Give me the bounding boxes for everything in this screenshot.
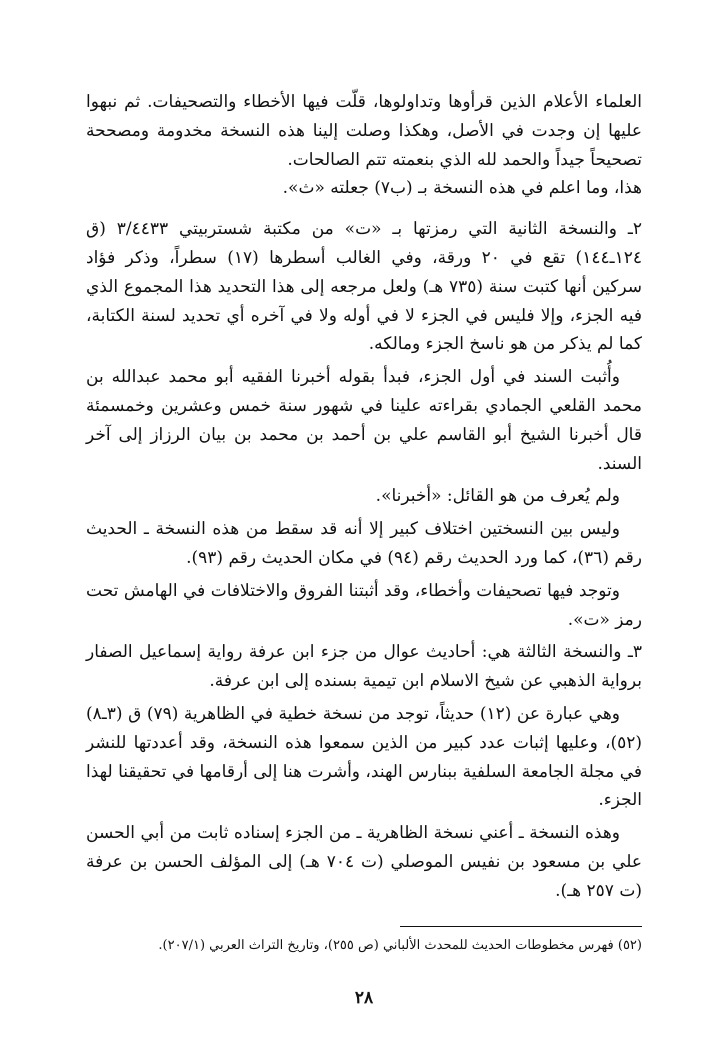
paragraph-differences: وليس بين النسختين اختلاف كبير إلا أنه قد سقط من هذه النسخة ـ الحديث رقم (٣٦)، كما ورد الحديث رقم (٩٤) في مكان الحديث رقم (٩٣). — [86, 519, 642, 568]
paragraph-symbol-note: هذا، وما اعلم في هذه النسخة بـ (ب٧) جعلته «ث». — [282, 178, 642, 199]
paragraph-unknown-narrator: ولم يُعرف من هو القائل: «أخبرنا». — [375, 486, 620, 507]
paragraph-twelve-hadith: وهي عبارة عن (١٢) حديثاً، توجد من نسخة خطية في الظاهرية (٧٩) ق (٣ـ٨)(٥٢)، وعليها إثبات عدد كبير من الذين سمعوا هذه النسخة، وقد أعددتها للنشر في مجلة الجامعة السلفية ببنارس الهند، وأشرت هنا إلى أرقامها في تحقيقنا لهذا الجزء. — [86, 703, 642, 811]
paragraph-zahiriyya-chain: وهذه النسخة ـ أعني نسخة الظاهرية ـ من الجزء إسناده ثابت من أبي الحسن علي بن مسعود بن نفيس الموصلي (ت ٧٠٤ هـ) إلى المؤلف الحسن بن عرفة (ت ٢٥٧ هـ). — [86, 823, 642, 901]
paragraph-intro: العلماء الأعلام الذين قرأوها وتداولوها، قلّت فيها الأخطاء والتصحيفات. ثم نبهوا عليها إن وجدت في الأصل، وهكذا وصلت إلينا هذه النسخة مخدومة ومصححة تصحيحاً جيداً والحمد لله الذي بنعمته تتم الصالحات. — [86, 92, 642, 170]
footnote-52: (٥٢) فهرس مخطوطات الحديث للمحدث الألباني (ص ٢٥٥)، وتاريخ التراث العربي (٢٠٧/١). — [158, 938, 642, 953]
paragraph-sanad: وأُثبت السند في أول الجزء، فبدأ بقوله أخبرنا الفقيه أبو محمد عبدالله بن محمد القلعي الجمادي بقراءته علينا في شهور سنة خمس وعشرين وخمسمئة قال أخبرنا الشيخ أبو القاسم علي بن أحمد بن محمد بن بيان الرزاز إلى آخر السند. — [86, 367, 642, 474]
paragraph-third-manuscript: ٣ـ والنسخة الثالثة هي: أحاديث عوال من جزء ابن عرفة رواية إسماعيل الصفار برواية الذهبي عن شيخ الاسلام ابن تيمية بسنده إلى ابن عرفة. — [86, 642, 642, 692]
paragraph-second-manuscript: ٢ـ والنسخة الثانية التي رمزتها بـ «ت» من مكتبة شستربيتي ٣/٤٤٣٣ (ق ١٢٤ـ١٤٤) تقع في ٢٠ ورقة، وفي الغالب أسطرها (١٧) سطراً، وذكر فؤاد سركين أنها كتبت سنة (٧٣٥ هـ) ولعل مرجعه إلى هذا التحديد هذا المجموع الذي فيه الجزء، وإلا فليس في الجزء لا في أوله ولا في آخره أي تحديد لسنة الكتابة، كما لم يذكر من هو ناسخ الجزء ومالكه. — [86, 219, 642, 355]
page-body — [86, 88, 642, 906]
paragraph-errors: وتوجد فيها تصحيفات وأخطاء، وقد أثبتنا الفروق والاختلافات في الهامش تحت رمز «ت». — [86, 580, 642, 630]
footnote-divider — [400, 926, 642, 927]
page-number: ٢٨ — [354, 988, 374, 1008]
